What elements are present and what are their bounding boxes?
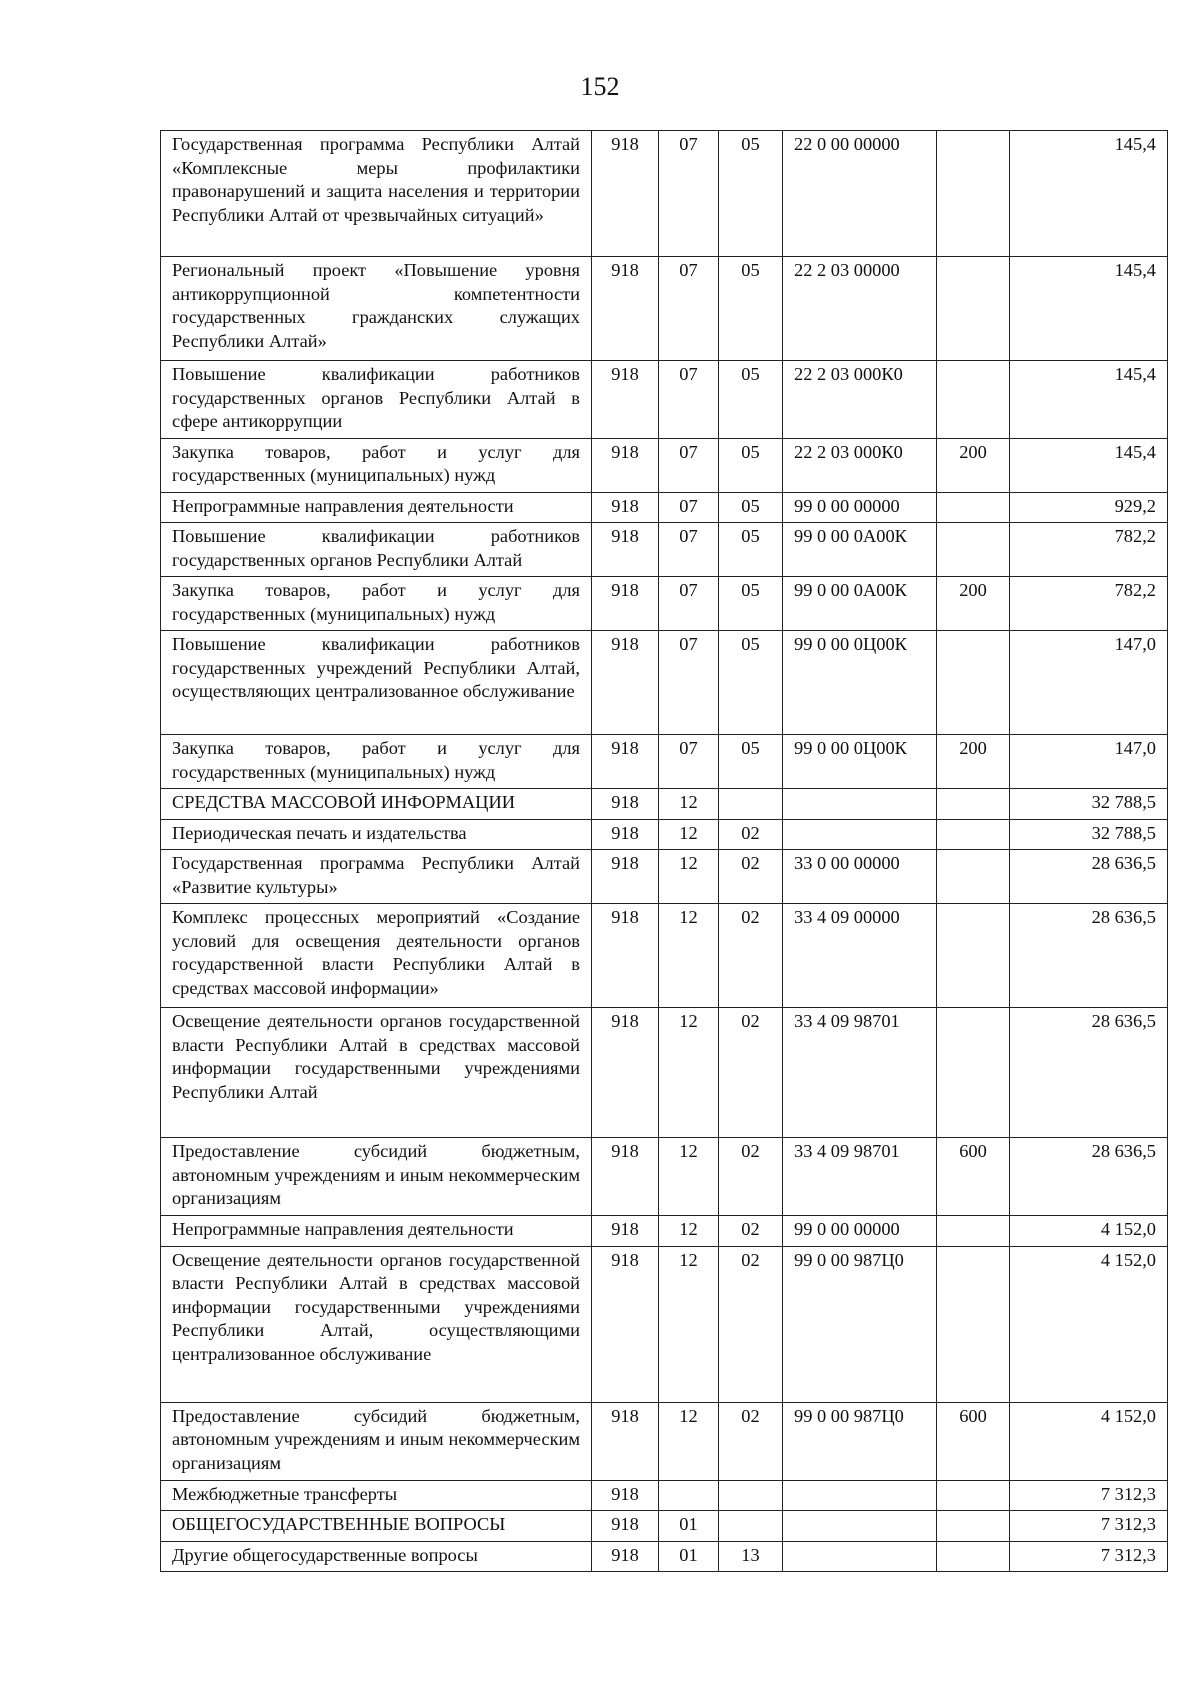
table-row <box>161 1138 1168 1216</box>
cell-expense-type <box>937 1008 1010 1138</box>
cell-amount: 28 636,5 <box>1010 850 1168 904</box>
table-row <box>161 789 1168 820</box>
table-row <box>161 257 1168 361</box>
cell-section: 12 <box>659 904 719 1008</box>
table-row <box>161 735 1168 789</box>
table-row <box>161 1541 1168 1572</box>
cell-name: Освещение деятельности органов государственной власти Республики Алтай в средствах массовой информации государственными учреждениями Республики Алтай, осуществляющими централизованное обслуживание <box>161 1246 592 1402</box>
table-row <box>161 631 1168 735</box>
cell-subsection <box>719 1511 783 1542</box>
cell-grbs: 918 <box>592 789 659 820</box>
cell-grbs: 918 <box>592 492 659 523</box>
cell-section: 01 <box>659 1511 719 1542</box>
cell-target-article <box>783 789 937 820</box>
cell-section: 12 <box>659 1402 719 1480</box>
cell-grbs: 918 <box>592 1246 659 1402</box>
cell-subsection: 05 <box>719 492 783 523</box>
cell-target-article: 99 0 00 0А00К <box>783 577 937 631</box>
cell-subsection: 13 <box>719 1541 783 1572</box>
budget-table <box>160 130 1168 1572</box>
table-row <box>161 850 1168 904</box>
cell-amount: 782,2 <box>1010 523 1168 577</box>
cell-amount: 145,4 <box>1010 257 1168 361</box>
cell-grbs: 918 <box>592 438 659 492</box>
cell-amount: 929,2 <box>1010 492 1168 523</box>
cell-target-article <box>783 1480 937 1511</box>
cell-name: Непрограммные направления деятельности <box>161 1216 592 1247</box>
cell-grbs: 918 <box>592 735 659 789</box>
cell-expense-type <box>937 1246 1010 1402</box>
cell-target-article <box>783 1541 937 1572</box>
cell-subsection: 02 <box>719 819 783 850</box>
cell-target-article: 33 4 09 00000 <box>783 904 937 1008</box>
cell-subsection: 05 <box>719 577 783 631</box>
cell-expense-type <box>937 492 1010 523</box>
cell-expense-type <box>937 631 1010 735</box>
cell-section: 07 <box>659 361 719 439</box>
cell-expense-type <box>937 1511 1010 1542</box>
cell-name: Закупка товаров, работ и услуг для государственных (муниципальных) нужд <box>161 577 592 631</box>
cell-section: 07 <box>659 257 719 361</box>
cell-grbs: 918 <box>592 631 659 735</box>
cell-subsection: 05 <box>719 523 783 577</box>
cell-grbs: 918 <box>592 1541 659 1572</box>
table-row <box>161 131 1168 257</box>
cell-name: Непрограммные направления деятельности <box>161 492 592 523</box>
cell-grbs: 918 <box>592 1138 659 1216</box>
cell-expense-type: 600 <box>937 1402 1010 1480</box>
cell-name: Повышение квалификации работников государственных учреждений Республики Алтай, осуществляющих централизованное обслуживание <box>161 631 592 735</box>
cell-grbs: 918 <box>592 850 659 904</box>
cell-grbs: 918 <box>592 819 659 850</box>
cell-target-article: 99 0 00 00000 <box>783 492 937 523</box>
cell-name: СРЕДСТВА МАССОВОЙ ИНФОРМАЦИИ <box>161 789 592 820</box>
cell-grbs: 918 <box>592 904 659 1008</box>
cell-subsection: 05 <box>719 735 783 789</box>
cell-grbs: 918 <box>592 1480 659 1511</box>
cell-amount: 32 788,5 <box>1010 789 1168 820</box>
cell-target-article: 99 0 00 987Ц0 <box>783 1402 937 1480</box>
cell-amount: 147,0 <box>1010 735 1168 789</box>
cell-amount: 145,4 <box>1010 361 1168 439</box>
cell-section: 07 <box>659 523 719 577</box>
cell-amount: 28 636,5 <box>1010 904 1168 1008</box>
cell-subsection: 02 <box>719 1402 783 1480</box>
cell-subsection: 05 <box>719 131 783 257</box>
cell-amount: 145,4 <box>1010 131 1168 257</box>
cell-section: 01 <box>659 1541 719 1572</box>
cell-expense-type <box>937 1480 1010 1511</box>
cell-subsection <box>719 789 783 820</box>
cell-name: Повышение квалификации работников государственных органов Республики Алтай в сфере антикоррупции <box>161 361 592 439</box>
cell-name: Повышение квалификации работников государственных органов Республики Алтай <box>161 523 592 577</box>
cell-section: 07 <box>659 131 719 257</box>
cell-section <box>659 1480 719 1511</box>
cell-name: ОБЩЕГОСУДАРСТВЕННЫЕ ВОПРОСЫ <box>161 1511 592 1542</box>
cell-target-article: 99 0 00 0Ц00К <box>783 631 937 735</box>
cell-target-article: 22 2 03 000К0 <box>783 438 937 492</box>
cell-section: 07 <box>659 438 719 492</box>
cell-name: Межбюджетные трансферты <box>161 1480 592 1511</box>
cell-name: Закупка товаров, работ и услуг для государственных (муниципальных) нужд <box>161 438 592 492</box>
cell-subsection: 05 <box>719 257 783 361</box>
cell-target-article: 22 2 03 000К0 <box>783 361 937 439</box>
table-row <box>161 438 1168 492</box>
cell-grbs: 918 <box>592 257 659 361</box>
cell-grbs: 918 <box>592 1402 659 1480</box>
cell-subsection: 02 <box>719 1246 783 1402</box>
cell-name: Освещение деятельности органов государственной власти Республики Алтай в средствах массовой информации государственными учреждениями Республики Алтай <box>161 1008 592 1138</box>
cell-subsection: 05 <box>719 631 783 735</box>
table-row <box>161 1480 1168 1511</box>
table-row <box>161 1216 1168 1247</box>
cell-section: 12 <box>659 819 719 850</box>
cell-subsection: 02 <box>719 904 783 1008</box>
cell-amount: 28 636,5 <box>1010 1138 1168 1216</box>
cell-amount: 28 636,5 <box>1010 1008 1168 1138</box>
cell-section: 07 <box>659 492 719 523</box>
cell-section: 12 <box>659 1008 719 1138</box>
cell-expense-type <box>937 850 1010 904</box>
cell-target-article: 33 4 09 98701 <box>783 1138 937 1216</box>
cell-amount: 4 152,0 <box>1010 1246 1168 1402</box>
cell-expense-type <box>937 904 1010 1008</box>
cell-target-article <box>783 819 937 850</box>
cell-amount: 7 312,3 <box>1010 1511 1168 1542</box>
cell-target-article: 22 0 00 00000 <box>783 131 937 257</box>
table-row <box>161 492 1168 523</box>
cell-section: 12 <box>659 1246 719 1402</box>
table-body <box>161 131 1168 1572</box>
cell-expense-type <box>937 361 1010 439</box>
cell-target-article: 99 0 00 00000 <box>783 1216 937 1247</box>
cell-name: Другие общегосударственные вопросы <box>161 1541 592 1572</box>
cell-amount: 782,2 <box>1010 577 1168 631</box>
cell-name: Комплекс процессных мероприятий «Создание условий для освещения деятельности органов государственной власти Республики Алтай в средствах массовой информации» <box>161 904 592 1008</box>
cell-target-article: 33 0 00 00000 <box>783 850 937 904</box>
table-row <box>161 819 1168 850</box>
cell-amount: 147,0 <box>1010 631 1168 735</box>
cell-subsection: 02 <box>719 850 783 904</box>
cell-target-article: 99 0 00 987Ц0 <box>783 1246 937 1402</box>
cell-amount: 7 312,3 <box>1010 1541 1168 1572</box>
table-row <box>161 1511 1168 1542</box>
cell-target-article: 99 0 00 0А00К <box>783 523 937 577</box>
cell-name: Государственная программа Республики Алтай «Развитие культуры» <box>161 850 592 904</box>
cell-section: 07 <box>659 577 719 631</box>
cell-expense-type: 200 <box>937 438 1010 492</box>
cell-section: 07 <box>659 631 719 735</box>
cell-subsection: 02 <box>719 1216 783 1247</box>
table-row <box>161 577 1168 631</box>
table-row <box>161 523 1168 577</box>
cell-grbs: 918 <box>592 1216 659 1247</box>
cell-subsection: 02 <box>719 1138 783 1216</box>
cell-name: Предоставление субсидий бюджетным, автономным учреждениям и иным некоммерческим организациям <box>161 1138 592 1216</box>
cell-amount: 7 312,3 <box>1010 1480 1168 1511</box>
page-number: 152 <box>580 72 620 101</box>
cell-name: Предоставление субсидий бюджетным, автономным учреждениям и иным некоммерческим организациям <box>161 1402 592 1480</box>
cell-amount: 4 152,0 <box>1010 1216 1168 1247</box>
cell-amount: 4 152,0 <box>1010 1402 1168 1480</box>
cell-name: Периодическая печать и издательства <box>161 819 592 850</box>
table-row <box>161 1008 1168 1138</box>
cell-expense-type <box>937 819 1010 850</box>
cell-grbs: 918 <box>592 361 659 439</box>
cell-expense-type <box>937 1541 1010 1572</box>
cell-name: Закупка товаров, работ и услуг для государственных (муниципальных) нужд <box>161 735 592 789</box>
cell-expense-type: 600 <box>937 1138 1010 1216</box>
cell-section: 12 <box>659 850 719 904</box>
cell-expense-type: 200 <box>937 577 1010 631</box>
cell-grbs: 918 <box>592 1008 659 1138</box>
cell-section: 12 <box>659 1216 719 1247</box>
cell-name: Государственная программа Республики Алтай «Комплексные меры профилактики правонарушений и защита населения и территории Республики Алтай от чрезвычайных ситуаций» <box>161 131 592 257</box>
table-row <box>161 1246 1168 1402</box>
cell-expense-type <box>937 131 1010 257</box>
cell-subsection <box>719 1480 783 1511</box>
cell-amount: 32 788,5 <box>1010 819 1168 850</box>
cell-grbs: 918 <box>592 523 659 577</box>
cell-subsection: 02 <box>719 1008 783 1138</box>
cell-expense-type <box>937 523 1010 577</box>
cell-target-article: 22 2 03 00000 <box>783 257 937 361</box>
cell-expense-type <box>937 789 1010 820</box>
cell-subsection: 05 <box>719 438 783 492</box>
cell-target-article: 99 0 00 0Ц00К <box>783 735 937 789</box>
cell-target-article <box>783 1511 937 1542</box>
cell-section: 12 <box>659 789 719 820</box>
table-row <box>161 904 1168 1008</box>
cell-grbs: 918 <box>592 131 659 257</box>
cell-grbs: 918 <box>592 577 659 631</box>
cell-subsection: 05 <box>719 361 783 439</box>
table-row <box>161 1402 1168 1480</box>
cell-expense-type: 200 <box>937 735 1010 789</box>
cell-target-article: 33 4 09 98701 <box>783 1008 937 1138</box>
cell-expense-type <box>937 1216 1010 1247</box>
cell-name: Региональный проект «Повышение уровня антикоррупционной компетентности государственных гражданских служащих Республики Алтай» <box>161 257 592 361</box>
cell-amount: 145,4 <box>1010 438 1168 492</box>
table-row <box>161 361 1168 439</box>
cell-grbs: 918 <box>592 1511 659 1542</box>
cell-section: 07 <box>659 735 719 789</box>
cell-section: 12 <box>659 1138 719 1216</box>
cell-expense-type <box>937 257 1010 361</box>
